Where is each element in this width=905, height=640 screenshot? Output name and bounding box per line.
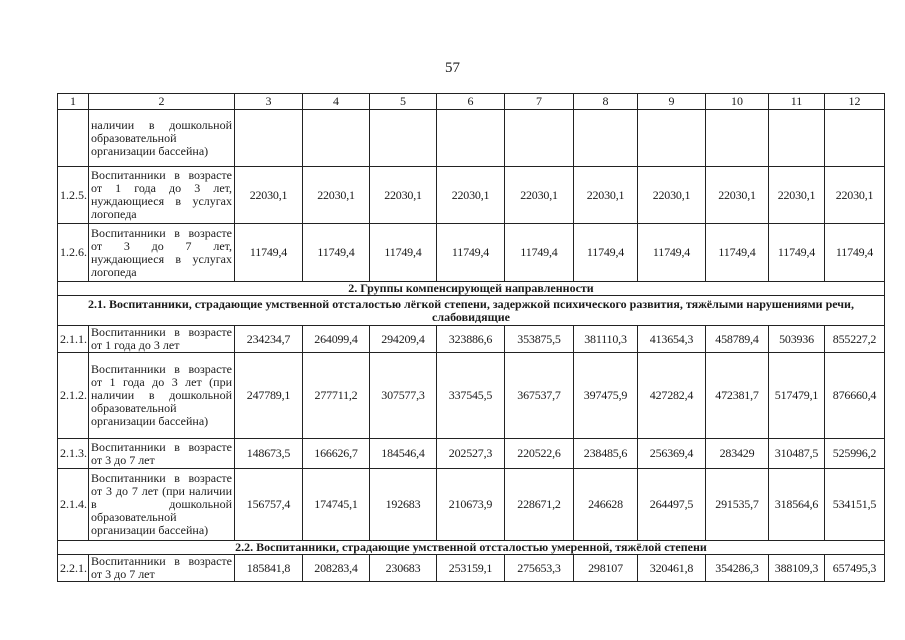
value-cell: 11749,4 bbox=[706, 224, 769, 282]
group-title: 2.2. Воспитанники, страдающие умственной отсталостью умеренной, тяжёлой степени bbox=[58, 541, 885, 555]
value-cell: 22030,1 bbox=[706, 167, 769, 224]
header-cell: 11 bbox=[769, 94, 825, 110]
value-cell: 291535,7 bbox=[706, 469, 769, 541]
value-cell: 230683 bbox=[370, 555, 437, 582]
value-cell: 264497,5 bbox=[638, 469, 706, 541]
value-cell: 283429 bbox=[706, 439, 769, 469]
value-cell bbox=[706, 110, 769, 167]
value-cell: 320461,8 bbox=[638, 555, 706, 582]
value-cell: 275653,3 bbox=[505, 555, 574, 582]
value-cell: 208283,4 bbox=[303, 555, 370, 582]
table-row bbox=[58, 439, 885, 469]
row-description: наличии в дошкольной образовательной организации бассейна) bbox=[89, 110, 235, 167]
value-cell: 458789,4 bbox=[706, 326, 769, 353]
value-cell: 220522,6 bbox=[505, 439, 574, 469]
value-cell: 22030,1 bbox=[825, 167, 885, 224]
value-cell: 307577,3 bbox=[370, 353, 437, 439]
header-cell: 6 bbox=[437, 94, 505, 110]
value-cell: 234234,7 bbox=[235, 326, 303, 353]
value-cell: 174745,1 bbox=[303, 469, 370, 541]
value-cell: 202527,3 bbox=[437, 439, 505, 469]
value-cell: 185841,8 bbox=[235, 555, 303, 582]
value-cell: 156757,4 bbox=[235, 469, 303, 541]
value-cell: 22030,1 bbox=[505, 167, 574, 224]
value-cell: 11749,4 bbox=[505, 224, 574, 282]
value-cell: 247789,1 bbox=[235, 353, 303, 439]
value-cell: 192683 bbox=[370, 469, 437, 541]
value-cell: 11749,4 bbox=[574, 224, 638, 282]
group-title: 2. Группы компенсирующей направленности bbox=[58, 282, 885, 296]
table-row bbox=[58, 167, 885, 224]
row-code bbox=[58, 110, 89, 167]
row-code: 1.2.5. bbox=[58, 167, 89, 224]
value-cell: 22030,1 bbox=[437, 167, 505, 224]
value-cell: 517479,1 bbox=[769, 353, 825, 439]
header-cell: 4 bbox=[303, 94, 370, 110]
value-cell: 397475,9 bbox=[574, 353, 638, 439]
row-code: 2.1.3. bbox=[58, 439, 89, 469]
header-cell: 9 bbox=[638, 94, 706, 110]
value-cell: 11749,4 bbox=[370, 224, 437, 282]
value-cell: 525996,2 bbox=[825, 439, 885, 469]
value-cell: 22030,1 bbox=[370, 167, 437, 224]
table-row bbox=[58, 555, 885, 582]
value-cell: 381110,3 bbox=[574, 326, 638, 353]
value-cell: 413654,3 bbox=[638, 326, 706, 353]
table-row bbox=[58, 110, 885, 167]
header-cell: 1 bbox=[58, 94, 89, 110]
value-cell bbox=[505, 110, 574, 167]
value-cell: 318564,6 bbox=[769, 469, 825, 541]
group-header-row bbox=[58, 296, 885, 326]
value-cell: 246628 bbox=[574, 469, 638, 541]
row-description: Воспитанники в возрасте от 3 до 7 лет bbox=[89, 555, 235, 582]
value-cell bbox=[370, 110, 437, 167]
table-row bbox=[58, 224, 885, 282]
value-cell: 22030,1 bbox=[638, 167, 706, 224]
value-cell: 210673,9 bbox=[437, 469, 505, 541]
value-cell: 22030,1 bbox=[769, 167, 825, 224]
value-cell: 256369,4 bbox=[638, 439, 706, 469]
value-cell: 353875,5 bbox=[505, 326, 574, 353]
value-cell bbox=[303, 110, 370, 167]
row-description: Воспитанники в возрасте от 1 года до 3 лет bbox=[89, 326, 235, 353]
value-cell: 228671,2 bbox=[505, 469, 574, 541]
value-cell: 354286,3 bbox=[706, 555, 769, 582]
value-cell: 427282,4 bbox=[638, 353, 706, 439]
value-cell: 310487,5 bbox=[769, 439, 825, 469]
value-cell bbox=[769, 110, 825, 167]
value-cell bbox=[825, 110, 885, 167]
table-row bbox=[58, 469, 885, 541]
value-cell: 11749,4 bbox=[235, 224, 303, 282]
value-cell: 253159,1 bbox=[437, 555, 505, 582]
header-cell: 12 bbox=[825, 94, 885, 110]
value-cell: 238485,6 bbox=[574, 439, 638, 469]
header-cell: 5 bbox=[370, 94, 437, 110]
value-cell: 503936 bbox=[769, 326, 825, 353]
value-cell: 11749,4 bbox=[769, 224, 825, 282]
group-header-row bbox=[58, 541, 885, 555]
header-row bbox=[58, 94, 885, 110]
value-cell: 184546,4 bbox=[370, 439, 437, 469]
value-cell: 876660,4 bbox=[825, 353, 885, 439]
value-cell bbox=[574, 110, 638, 167]
header-cell: 2 bbox=[89, 94, 235, 110]
page-number: 57 bbox=[445, 60, 460, 76]
value-cell: 22030,1 bbox=[235, 167, 303, 224]
table-row bbox=[58, 353, 885, 439]
group-title: 2.1. Воспитанники, страдающие умственной отсталостью лёгкой степени, задержкой психического развития, тяжёлыми нарушениями речи, слабовидящие bbox=[58, 296, 885, 326]
group-header-row bbox=[58, 282, 885, 296]
table-row bbox=[58, 326, 885, 353]
row-description: Воспитанники в возрасте от 3 до 7 лет (при наличии в дошкольной образовательной организации бассейна) bbox=[89, 469, 235, 541]
table-body bbox=[58, 94, 885, 582]
row-code: 2.1.1. bbox=[58, 326, 89, 353]
value-cell bbox=[235, 110, 303, 167]
value-cell: 11749,4 bbox=[825, 224, 885, 282]
row-description: Воспитанники в возрасте от 1 года до 3 лет, нуждающиеся в услугах логопеда bbox=[89, 167, 235, 224]
value-cell: 11749,4 bbox=[303, 224, 370, 282]
value-cell: 337545,5 bbox=[437, 353, 505, 439]
row-description: Воспитанники в возрасте от 3 до 7 лет bbox=[89, 439, 235, 469]
value-cell: 11749,4 bbox=[437, 224, 505, 282]
value-cell: 472381,7 bbox=[706, 353, 769, 439]
row-code: 2.1.4. bbox=[58, 469, 89, 541]
header-cell: 10 bbox=[706, 94, 769, 110]
value-cell: 22030,1 bbox=[303, 167, 370, 224]
row-code: 1.2.6. bbox=[58, 224, 89, 282]
value-cell: 534151,5 bbox=[825, 469, 885, 541]
value-cell: 264099,4 bbox=[303, 326, 370, 353]
tariff-table bbox=[57, 93, 885, 582]
row-description: Воспитанники в возрасте от 1 года до 3 лет (при наличии в дошкольной образовательной организации бассейна) bbox=[89, 353, 235, 439]
value-cell: 298107 bbox=[574, 555, 638, 582]
value-cell: 323886,6 bbox=[437, 326, 505, 353]
header-cell: 7 bbox=[505, 94, 574, 110]
value-cell: 294209,4 bbox=[370, 326, 437, 353]
value-cell: 367537,7 bbox=[505, 353, 574, 439]
value-cell bbox=[437, 110, 505, 167]
value-cell: 11749,4 bbox=[638, 224, 706, 282]
value-cell: 657495,3 bbox=[825, 555, 885, 582]
value-cell: 277711,2 bbox=[303, 353, 370, 439]
value-cell: 148673,5 bbox=[235, 439, 303, 469]
row-code: 2.2.1. bbox=[58, 555, 89, 582]
header-cell: 8 bbox=[574, 94, 638, 110]
row-code: 2.1.2. bbox=[58, 353, 89, 439]
value-cell bbox=[638, 110, 706, 167]
header-cell: 3 bbox=[235, 94, 303, 110]
value-cell: 855227,2 bbox=[825, 326, 885, 353]
value-cell: 388109,3 bbox=[769, 555, 825, 582]
value-cell: 166626,7 bbox=[303, 439, 370, 469]
value-cell: 22030,1 bbox=[574, 167, 638, 224]
row-description: Воспитанники в возрасте от 3 до 7 лет, нуждающиеся в услугах логопеда bbox=[89, 224, 235, 282]
